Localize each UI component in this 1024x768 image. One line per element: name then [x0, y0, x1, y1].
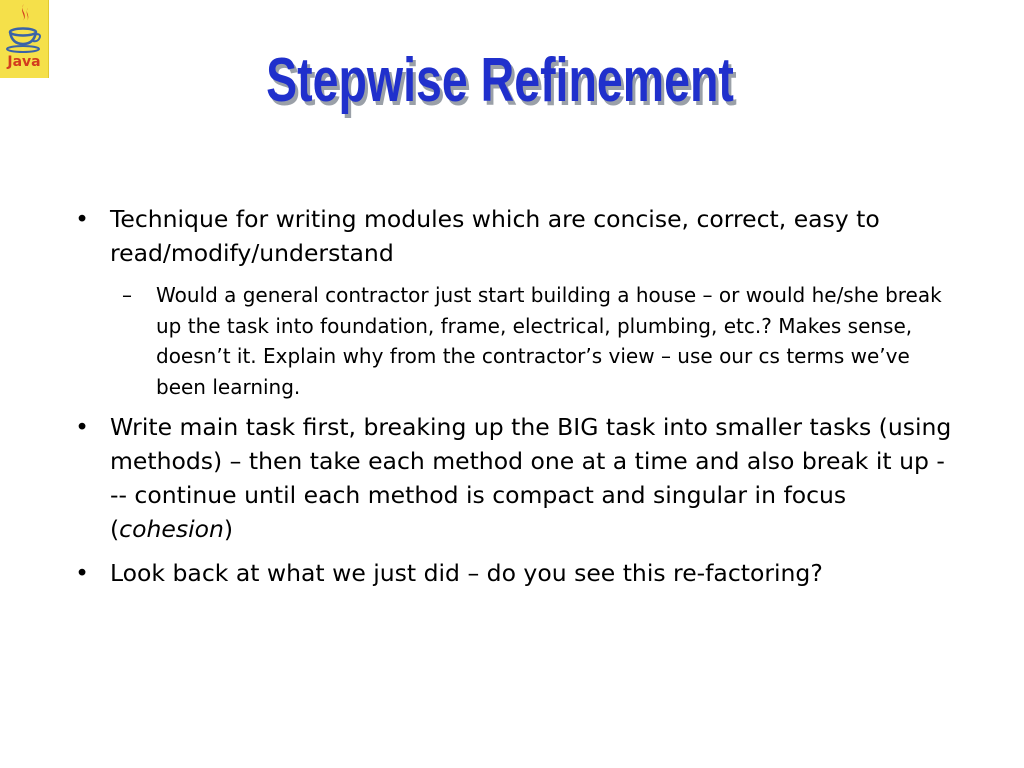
java-logo	[0, 0, 49, 78]
sub-bullet-item	[72, 280, 952, 402]
bullet-item	[72, 202, 952, 270]
dash-marker: –	[122, 283, 132, 307]
bullet-text: Write main task first, breaking up the BIG task into smaller tasks (using methods) – then take each method one at a time and also break it up --- continue until each method is compact and singular in focus (	[110, 413, 952, 543]
bullet-text-end: )	[223, 515, 234, 543]
slide-title: Stepwise Refinement	[266, 46, 734, 115]
bullet-text: Technique for writing modules which are concise, correct, easy to read/modify/understand	[110, 205, 880, 267]
bullet-item	[72, 410, 952, 546]
bullet-marker: •	[75, 205, 89, 233]
sub-bullet-text: Would a general contractor just start building a house – or would he/she break up the task into foundation, frame, electrical, plumbing, etc.? Makes sense, doesn’t it. Explain why from the contractor’s view – use our cs terms we’ve been learning.	[156, 283, 942, 399]
emphasis-text: cohesion	[119, 515, 224, 543]
logo-text: Java	[7, 54, 41, 70]
coffee-cup-icon	[4, 2, 44, 54]
bullet-marker: •	[75, 413, 89, 441]
bullet-marker: •	[75, 559, 89, 587]
bullet-text: Look back at what we just did – do you see this re-factoring?	[110, 559, 823, 587]
slide-body	[72, 202, 952, 600]
bullet-item	[72, 556, 952, 590]
